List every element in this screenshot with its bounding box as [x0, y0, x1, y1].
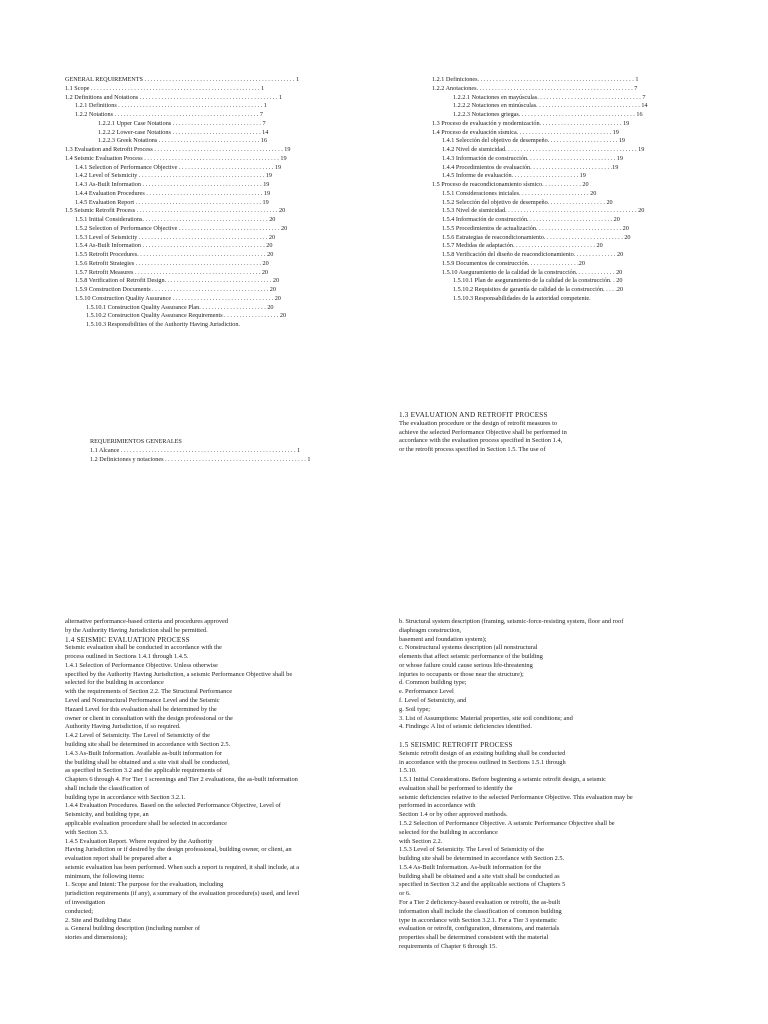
text-line: selected for the building in accordance — [65, 679, 164, 687]
toc-entry: 1.5.3 Level of Seismicity . . . . . . . . . . . . . . . . . . . . . . . . . . . . . . . . . . . . . . . . . . 20 — [75, 233, 276, 241]
toc-entry: 1.3 Evaluation and Retrofit Process . . . . . . . . . . . . . . . . . . . . . . . . . . . . . . . . . . . . . . . . . . 19 — [65, 146, 291, 153]
toc-entry: 1.2.2.1 Upper Case Notations . . . . . . . . . . . . . . . . . . . . . . . . . . . . . 7 — [98, 119, 266, 127]
toc-entry: 1.5.10.3 Responsibilities of the Authority Having Jurisdiction. — [86, 321, 240, 328]
toc-entry: 1.5.10.2 Requisitos de garantía de calidad de la construcción. . . . .20 — [453, 286, 624, 293]
text-line: 1.5.2 Selection of Performance Objective. A seismic Performance Objective shall be — [399, 819, 615, 827]
toc-entry: 1.5.10.1 Construction Quality Assurance Plan. . . . . . . . . . . . . . . . . . . . . . 20 — [86, 303, 274, 311]
toc-entry: 1.1 Scope . . . . . . . . . . . . . . . . . . . . . . . . . . . . . . . . . . . . . . . . . . . . . . . . . . . . . . . 1 — [65, 84, 265, 92]
text-line: or whose failure could cause serious life-threatening — [399, 661, 533, 669]
text-line: Level and Nonstructural Performance Level and the Seismic — [65, 697, 220, 705]
text-line: Seismic retrofit design of an existing building shall be conducted — [399, 749, 566, 757]
text-line: conducted; — [65, 907, 94, 915]
text-line: selected for the building in accordance — [399, 828, 498, 836]
text-line: building site shall be determined in accordance with Section 2.5. — [65, 740, 231, 748]
text-line: specified in Section 3.2 and the applicable sections of Chapters 5 — [399, 881, 566, 889]
text-line: 1.5.1 Initial Considerations. Before beginning a seismic retrofit design, a seismic — [399, 776, 606, 784]
text-line: c. Nonstructural systems description (all nonstructural — [399, 644, 538, 652]
toc-entry: 1.5.1 Consideraciones iniciales. . . . . . . . . . . . . . . . . . . . . . . 20 — [442, 189, 597, 197]
text-line: owner or client in consultation with the design professional or the — [65, 714, 233, 722]
text-line: shall include the classification of — [65, 784, 150, 792]
text-line: 1.4.3 As-Built Information. Available as-built information for — [65, 749, 222, 757]
toc-entry: 1.1 Alcance . . . . . . . . . . . . . . . . . . . . . . . . . . . . . . . . . . . . . . . . . . . . . . . . . . . . . . . . . 1 — [90, 446, 301, 454]
toc-entry: 1.5.6 Estrategias de reacondicionamiento. . . . . . . . . . . . . . . . . . . . . . . . . . 20 — [442, 233, 631, 241]
text-line: properties shall be determined consistent with the material — [399, 934, 549, 942]
toc-entry: 1.4.5 Evaluation Report . . . . . . . . . . . . . . . . . . . . . . . . . . . . . . . . . . . . . . . . . 19 — [75, 198, 269, 206]
toc-entry: 1.4.3 As-Built Information . . . . . . . . . . . . . . . . . . . . . . . . . . . . . . . . . . . . . . . 19 — [75, 181, 270, 188]
toc-entry: 1.4.4 Procedimientos de evaluación. . . . . . . . . . . . . . . . . . . . . . . . . . .19 — [442, 163, 619, 171]
text-line: or the retrofit process specified in Section 1.5. The use of — [399, 446, 546, 454]
text-line: with Section 3.3. — [65, 828, 109, 836]
text-line: by the Authority Having Jurisdiction shall be permitted. — [65, 626, 208, 634]
text-line: or 6. — [399, 890, 411, 898]
left-column-body — [65, 618, 375, 943]
section-1-3 — [399, 411, 629, 455]
section-heading: 1.3 EVALUATION AND RETROFIT PROCESS — [399, 411, 548, 419]
toc-entry: 1.2 Definitions and Notations . . . . . . . . . . . . . . . . . . . . . . . . . . . . . . . . . . . . . . . . . . . . . 1 — [65, 93, 283, 101]
text-line: Authority Having Jurisdiction, if so required. — [65, 723, 181, 731]
toc-entry: 1.5.4 Información de construcción. . . . . . . . . . . . . . . . . . . . . . . . . . . . 20 — [442, 216, 620, 223]
text-line: building site shall be determined in accordance with Section 2.5. — [399, 855, 565, 863]
toc-spanish — [432, 76, 677, 304]
toc-entry: 1.4.4 Evaluation Procedures . . . . . . . . . . . . . . . . . . . . . . . . . . . . . . . . . . . . . . 19 — [75, 189, 271, 197]
toc-entry: 1.5.3 Nivel de sismicidad. . . . . . . . . . . . . . . . . . . . . . . . . . . . . . . . . . . . . . . . . . . 20 — [442, 207, 645, 215]
toc-entry: 1.5.10.3 Responsabilidades de la autoridad competente. — [453, 294, 591, 302]
toc-entry: 1.5.5 Retrofit Procedures. . . . . . . . . . . . . . . . . . . . . . . . . . . . . . . . . . . . . . . . . . 20 — [75, 251, 274, 258]
text-line: information shall include the classification of common building — [399, 907, 562, 915]
text-line: evaluation shall be performed to identify the — [399, 784, 513, 792]
text-line: 1. Scope and Intent: The purpose for the evaluation, including — [65, 881, 224, 889]
text-line: building type in accordance with Section 3.2.1. — [65, 793, 186, 801]
text-line: 1.5.4 As-Built Information. As-built information for the — [399, 863, 542, 871]
toc-entry: 1.4.1 Selection of Performance Objective . . . . . . . . . . . . . . . . . . . . . . . . . . . . . . . 19 — [75, 163, 282, 171]
text-line: seismic evaluation has been performed. When such a report is required, it shall include, at a — [65, 863, 300, 871]
section-heading: 1.5 SEISMIC RETROFIT PROCESS — [399, 740, 513, 749]
text-line: of investigation — [65, 899, 105, 906]
text-line: Seismic evaluation shall be conducted in accordance with the — [65, 644, 222, 652]
toc-entry: 1.5.5 Procedimientos de actualización. . . . . . . . . . . . . . . . . . . . . . . . . . . . 20 — [442, 224, 629, 232]
toc-entry: 1.2.2 Notations . . . . . . . . . . . . . . . . . . . . . . . . . . . . . . . . . . . . . . . . . . . . . . . 7 — [75, 111, 264, 118]
text-line: alternative performance-based criteria and procedures approved — [65, 618, 229, 625]
toc-entry: 1.5.6 Retrofit Strategies . . . . . . . . . . . . . . . . . . . . . . . . . . . . . . . . . . . . . . . . . 20 — [75, 259, 269, 267]
text-line: f. Level of Seismicity, and — [399, 697, 467, 705]
text-line: 4. Findings: A list of seismic deficiencies identified. — [399, 723, 532, 731]
toc-entry: 1.4 Proceso de evaluación sísmica. . . . . . . . . . . . . . . . . . . . . . . . . . . . . . . 19 — [432, 128, 619, 136]
text-line — [399, 732, 694, 741]
toc-entry: 1.5.2 Selection of Performance Objective . . . . . . . . . . . . . . . . . . . . . . . . . . . . . . . . . 20 — [75, 224, 288, 232]
toc-entry: 1.4 Seismic Evaluation Process . . . . . . . . . . . . . . . . . . . . . . . . . . . . . . . . . . . . . . . . . . . . 19 — [65, 154, 287, 162]
toc-entry: 1.4.3 Información de construcción. . . . . . . . . . . . . . . . . . . . . . . . . . . . . 19 — [442, 154, 623, 162]
text-line: 1.4.4 Evaluation Procedures. Based on the selected Performance Objective, Level of — [65, 802, 281, 810]
toc-entry: 1.5.10 Aseguramiento de la calidad de la construcción. . . . . . . . . . . . . 20 — [442, 268, 623, 276]
text-line: b. Structural system description (framing, seismic-force-resisting system, floor and roof — [399, 618, 624, 625]
toc-entry: 1.5.2 Selección del objetivo de desempeño. . . . . . . . . . . . . . . . . . . 20 — [442, 198, 613, 206]
toc-entry: 1.3 Proceso de evaluación y modernización. . . . . . . . . . . . . . . . . . . . . . . . . . . 19 — [432, 119, 630, 127]
text-line: 1.4.2 Level of Seismicity. The Level of Seismicity of the — [65, 732, 210, 740]
text-line: Seismicity, and building type, an — [65, 811, 149, 819]
text-line: the building shall be obtained and a site visit shall be conducted, — [65, 758, 230, 766]
toc-entry: 1.5.8 Verification of Retrofit Design. . . . . . . . . . . . . . . . . . . . . . . . . . . . . . . . . . . 20 — [75, 277, 280, 285]
toc-entry: 1.5.9 Documentos de construcción. . . . . . . . . . . . . . . . .20 — [442, 259, 585, 267]
text-line: 2. Site and Building Data: — [65, 916, 132, 924]
toc-entry: REQUERIMIENTOS GENERALES — [90, 438, 182, 445]
text-line: elements that affect seismic performance of the building — [399, 653, 543, 661]
toc-entry: 1.2.1 Definiciones. . . . . . . . . . . . . . . . . . . . . . . . . . . . . . . . . . . . . . . . . . . . . . . . . . . 1 — [432, 76, 639, 83]
text-line: process outlined in Sections 1.4.1 through 1.4.5. — [65, 653, 189, 661]
toc-entry: 1.5.9 Construction Documents . . . . . . . . . . . . . . . . . . . . . . . . . . . . . . . . . . . . . . 20 — [75, 286, 276, 293]
text-line: stories and dimensions); — [65, 934, 128, 942]
text-line: as specified in Section 3.2 and the applicable requirements of — [65, 767, 222, 775]
text-line: 1.4.5 Evaluation Report. Where required by the Authority — [65, 837, 213, 845]
text-line: applicable evaluation procedure shall be selected in accordance — [65, 819, 227, 827]
text-line: evaluation or retrofit, configuration, dimensions, and materials — [399, 925, 560, 933]
text-line: 1.5.10. — [399, 767, 417, 775]
text-line: d. Common building type; — [399, 679, 467, 687]
toc-entry: 1.2.2.2 Lower-case Notations . . . . . . . . . . . . . . . . . . . . . . . . . . . . . 14 — [98, 128, 269, 136]
toc-entry: 1.2.2.3 Greek Notations . . . . . . . . . . . . . . . . . . . . . . . . . . . . . . . . . 16 — [98, 137, 268, 145]
toc-entry: 1.2.2.1 Notaciones en mayúsculas. . . . . . . . . . . . . . . . . . . . . . . . . . . . . . . . . . 7 — [453, 93, 646, 101]
toc-entry: 1.2.2.2 Notaciones en minúsculas. . . . . . . . . . . . . . . . . . . . . . . . . . . . . . . . . . 14 — [453, 102, 648, 110]
text-line: Chapters 6 through 4. For Tier 1 screenings and Tier 2 evaluations, the as-built information — [65, 776, 298, 784]
text-line: with Section 2.2. — [399, 837, 443, 845]
text-line: injuries to occupants or those near the structure); — [399, 670, 524, 678]
toc-spanish-intro — [90, 438, 350, 464]
text-line: 3. List of Assumptions: Material properties, site soil conditions; and — [399, 714, 573, 722]
text-line: diaphragm construction, — [399, 626, 462, 634]
text-line: a. General building description (including number of — [65, 925, 201, 933]
text-line: minimum, the following items: — [65, 872, 145, 880]
text-line: requirements of Chapter 6 through 15. — [399, 942, 497, 950]
toc-entry: 1.2.2.3 Notaciones griegas. . . . . . . . . . . . . . . . . . . . . . . . . . . . . . . . . . . . . . 16 — [453, 111, 643, 118]
text-line: with the requirements of Section 2.2. The Structural Performance — [65, 688, 233, 696]
toc-entry: 1.2.2 Anotaciones. . . . . . . . . . . . . . . . . . . . . . . . . . . . . . . . . . . . . . . . . . . . . . . . . . . 7 — [432, 84, 638, 92]
toc-entry: 1.5.4 As-Built Information . . . . . . . . . . . . . . . . . . . . . . . . . . . . . . . . . . . . . . . . 20 — [75, 242, 273, 250]
text-line: type in accordance with Section 3.2.1. For a Tier 3 systematic — [399, 916, 557, 924]
toc-english — [65, 76, 365, 330]
text-line: in accordance with the process outlined in Sections 1.5.1 through — [399, 758, 566, 766]
text-line: building shall be obtained and a site visit shall be conducted as — [399, 872, 560, 880]
right-column-body — [399, 618, 694, 952]
text-line: jurisdiction requirements (if any), a summary of the evaluation procedure(s) used, and level — [65, 890, 300, 898]
toc-entry: 1.5 Proceso de reacondicionamiento sísmico. . . . . . . . . . . . . 20 — [432, 181, 589, 188]
text-line: performed in accordance with — [399, 802, 476, 810]
text-line: evaluation report shall be prepared after a — [65, 855, 172, 863]
toc-entry: 1.4.1 Selección del objetivo de desempeño. . . . . . . . . . . . . . . . . . . . . . . 19 — [442, 137, 626, 145]
text-line: achieve the selected Performance Objective shall be performed in — [399, 428, 567, 436]
text-line: Having Jurisdiction or if desired by the design professional, building owner, or client, an — [65, 846, 292, 854]
toc-entry: 1.4.5 Informe de evaluación. . . . . . . . . . . . . . . . . . . . . . 19 — [442, 172, 586, 180]
text-line: Hazard Level for this evaluation shall be determined by the — [65, 705, 217, 713]
toc-entry: 1.2.1 Definitions . . . . . . . . . . . . . . . . . . . . . . . . . . . . . . . . . . . . . . . . . . . . . . . 1 — [75, 102, 267, 110]
toc-entry: 1.4.2 Nivel de sismicidad. . . . . . . . . . . . . . . . . . . . . . . . . . . . . . . . . . . . . . . . . . . 19 — [442, 146, 645, 153]
toc-entry: 1.5.7 Retrofit Measures . . . . . . . . . . . . . . . . . . . . . . . . . . . . . . . . . . . . . . . . . 20 — [75, 268, 269, 276]
toc-entry: 1.5.10 Construction Quality Assurance . . . . . . . . . . . . . . . . . . . . . . . . . . . . . . . . . 20 — [75, 294, 281, 302]
text-line: e. Performance Level — [399, 688, 454, 696]
text-line: 1.5.3 Level of Seismicity. The Level of Seismicity of the — [399, 846, 544, 854]
toc-entry: 1.4.2 Level of Seismicity . . . . . . . . . . . . . . . . . . . . . . . . . . . . . . . . . . . . . . . . . 19 — [75, 172, 272, 180]
toc-entry: 1.5.10.2 Construction Quality Assurance Requirements . . . . . . . . . . . . . . . . . . 20 — [86, 312, 287, 320]
text-line: Section 1.4 or by other approved methods. — [399, 811, 508, 819]
text-line: The evaluation procedure or the design of retrofit measures to — [399, 419, 558, 427]
toc-entry: 1.5.10.1 Plan de aseguramiento de la calidad de la construcción. . 20 — [453, 277, 623, 285]
toc-entry: GENERAL REQUIREMENTS . . . . . . . . . . . . . . . . . . . . . . . . . . . . . . . . . . . . . . . . . . . . . . . . . 1 — [65, 76, 300, 83]
text-line: specified by the Authority Having Jurisdiction, a seismic Performance Objective shall be — [65, 670, 293, 678]
toc-entry: 1.5 Seismic Retrofit Process . . . . . . . . . . . . . . . . . . . . . . . . . . . . . . . . . . . . . . . . . . . . . . 20 — [65, 207, 286, 215]
section-heading: 1.4 SEISMIC EVALUATION PROCESS — [65, 635, 190, 644]
toc-entry: 1.2 Definiciones y notaciones . . . . . . . . . . . . . . . . . . . . . . . . . . . . . . . . . . . . . . . . . . . . . . 1 — [90, 455, 311, 463]
toc-entry: 1.5.7 Medidas de adaptación. . . . . . . . . . . . . . . . . . . . . . . . . . . 20 — [442, 242, 603, 250]
toc-entry: 1.5.8 Verificación del diseño de reacondicionamiento. . . . . . . . . . . . . . 20 — [442, 251, 624, 258]
text-line: accordance with the evaluation process specified in Section 1.4, — [399, 437, 563, 445]
text-line: 1.4.1 Selection of Performance Objective. Unless otherwise — [65, 661, 218, 669]
text-line: basement and foundation system); — [399, 635, 487, 643]
text-line: g. Soil type; — [399, 705, 431, 713]
text-line: seismic deficiencies relative to the selected Performance Objective. This evaluation may be — [399, 793, 633, 801]
text-line: For a Tier 2 deficiency-based evaluation or retrofit, the as-built — [399, 899, 561, 906]
toc-entry: 1.5.1 Initial Considerations. . . . . . . . . . . . . . . . . . . . . . . . . . . . . . . . . . . . . . . . . 20 — [75, 216, 276, 223]
